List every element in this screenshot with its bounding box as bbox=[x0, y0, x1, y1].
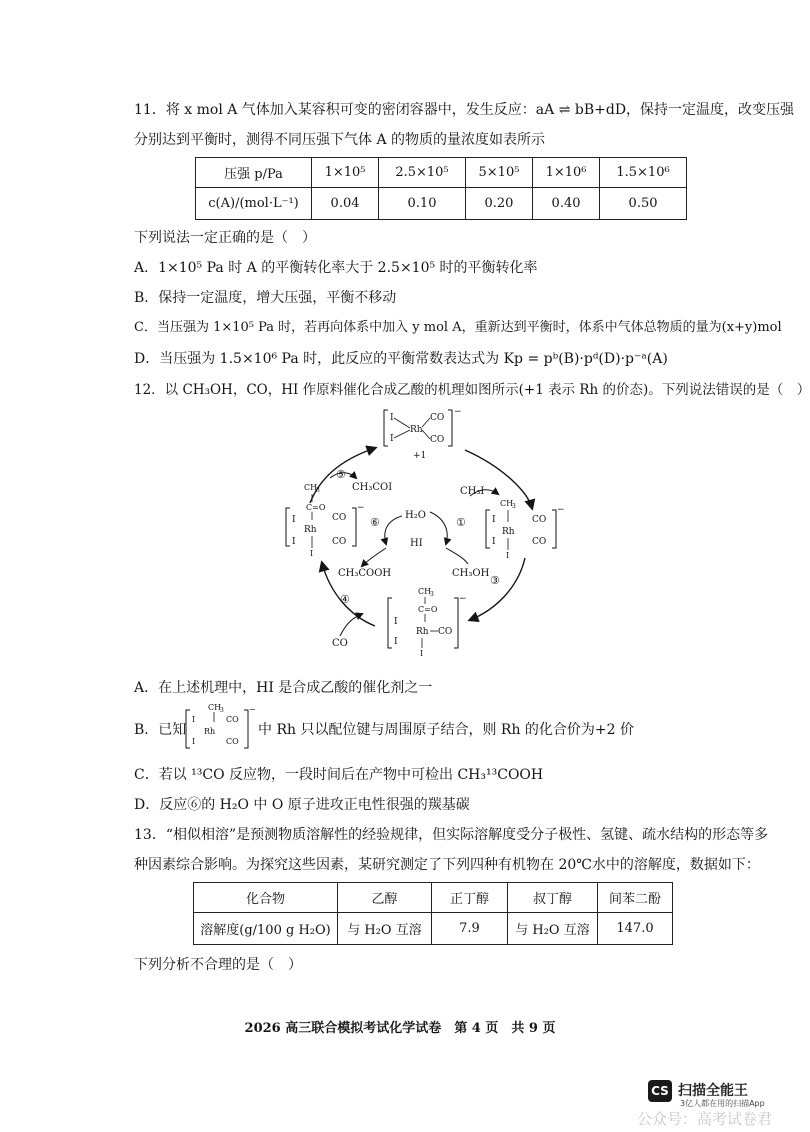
table-cell: 2.5×10⁵ bbox=[379, 158, 466, 188]
table-row bbox=[194, 883, 673, 913]
rh-complex-inline-b bbox=[184, 700, 254, 754]
arrow-to-ch3cooh bbox=[362, 548, 386, 566]
svg-text:CO: CO bbox=[532, 515, 547, 525]
rh-complex-bottom bbox=[388, 587, 467, 658]
table-row bbox=[196, 158, 687, 188]
table-cell: 叔丁醇 bbox=[508, 883, 598, 913]
svg-text:−: − bbox=[557, 505, 565, 515]
svg-text:I: I bbox=[310, 549, 314, 558]
svg-text:Rh: Rh bbox=[304, 525, 317, 535]
svg-text:CO: CO bbox=[532, 537, 547, 547]
svg-text:CH: CH bbox=[304, 483, 318, 492]
species-co: CO bbox=[332, 638, 348, 649]
rh-complex-left bbox=[286, 483, 365, 558]
species-ch3i: CH₃I bbox=[460, 486, 485, 497]
step-3-label: ③ bbox=[490, 574, 500, 587]
rh-complex-right bbox=[486, 499, 565, 560]
svg-text:−: − bbox=[454, 407, 462, 417]
svg-text:I: I bbox=[390, 434, 394, 444]
svg-text:CH: CH bbox=[500, 499, 514, 508]
camscanner-logo: CS bbox=[648, 1080, 672, 1102]
svg-text:C=O: C=O bbox=[306, 503, 326, 512]
table-cell: 溶解度(g/100 g H₂O) bbox=[194, 913, 338, 945]
q12-option-c: C．若以 ¹³CO 反应物，一段时间后在产物中可检出 CH₃¹³COOH bbox=[134, 767, 544, 783]
table-cell: 乙醇 bbox=[338, 883, 432, 913]
svg-text:I: I bbox=[390, 413, 394, 423]
arrow-from-ch3oh bbox=[446, 548, 468, 564]
q12-option-d: D．反应⑥的 H₂O 中 O 原子进攻正电性很强的羰基碳 bbox=[134, 797, 470, 813]
table-cell: 147.0 bbox=[598, 913, 673, 945]
svg-text:I: I bbox=[420, 649, 424, 658]
svg-text:CO: CO bbox=[332, 537, 347, 547]
svg-text:CH: CH bbox=[418, 587, 432, 596]
table-cell: 1.5×10⁶ bbox=[600, 158, 687, 188]
species-hi: HI bbox=[410, 538, 423, 549]
svg-text:I: I bbox=[394, 637, 398, 647]
table-cell: 0.50 bbox=[600, 188, 687, 220]
q11-option-c: C．当压强为 1×10⁵ Pa 时，若再向体系中加入 y mol A，重新达到平衡时，体系中气体总物质的量为(x+y)mol bbox=[134, 320, 782, 335]
q11-line2: 分别达到平衡时，测得不同压强下气体 A 的物质的量浓度如表所示 bbox=[134, 132, 546, 148]
table-cell: 化合物 bbox=[194, 883, 338, 913]
catalytic-cycle-diagram bbox=[270, 398, 565, 668]
species-ch3coi: CH₃COI bbox=[352, 482, 393, 493]
svg-text:Rh: Rh bbox=[204, 727, 216, 736]
oxidation-state-label: +1 bbox=[413, 451, 427, 461]
table-cell: 间苯二酚 bbox=[598, 883, 673, 913]
species-h2o: H₂O bbox=[405, 510, 426, 521]
svg-text:CO: CO bbox=[332, 513, 347, 523]
table-cell: 与 H₂O 互溶 bbox=[338, 913, 432, 945]
svg-text:CO: CO bbox=[438, 627, 453, 637]
svg-text:3: 3 bbox=[220, 707, 224, 714]
svg-text:−: − bbox=[249, 705, 256, 714]
step-6-label: ⑥ bbox=[370, 516, 380, 529]
q11-option-a: A．1×10⁵ Pa 时 A 的平衡转化率大于 2.5×10⁵ 时的平衡转化率 bbox=[134, 260, 538, 276]
svg-text:Rh: Rh bbox=[502, 527, 515, 537]
table-cell: 1×10⁵ bbox=[312, 158, 379, 188]
q11-option-b: B．保持一定温度，增大压强，平衡不移动 bbox=[134, 290, 397, 306]
svg-text:I: I bbox=[192, 715, 196, 724]
svg-text:I: I bbox=[394, 617, 398, 627]
q13-stem: 下列分析不合理的是（ ） bbox=[134, 957, 302, 973]
svg-text:I: I bbox=[292, 537, 296, 547]
svg-text:−: − bbox=[459, 594, 467, 604]
svg-text:−: − bbox=[357, 503, 365, 513]
q12-option-b-suffix: 中 Rh 只以配位键与周围原子结合，则 Rh 的化合价为+2 价 bbox=[258, 722, 635, 738]
cycle-arrow-top-right bbox=[465, 450, 532, 508]
table-cell: 0.20 bbox=[465, 188, 532, 220]
q12-option-a: A．在上述机理中，HI 是合成乙酸的催化剂之一 bbox=[134, 680, 433, 696]
rh-complex-top bbox=[384, 407, 462, 461]
table-cell: 7.9 bbox=[432, 913, 508, 945]
table-cell: 与 H₂O 互溶 bbox=[508, 913, 598, 945]
page-footer: 2026 高三联合模拟考试化学试卷 第 4 页 共 9 页 bbox=[244, 1021, 556, 1036]
svg-text:Rh: Rh bbox=[416, 627, 429, 637]
q11-pressure-table bbox=[195, 157, 687, 220]
svg-text:I: I bbox=[492, 537, 496, 547]
watermark: 公众号：高考试卷君 bbox=[636, 1110, 772, 1128]
table-cell: 正丁醇 bbox=[432, 883, 508, 913]
table-cell: 0.40 bbox=[533, 188, 600, 220]
q13-line1: 13．“相似相溶”是预测物质溶解性的经验规律，但实际溶解度受分子极性、氢键、疏水结构的形态等多 bbox=[134, 827, 769, 843]
table-cell: 压强 p/Pa bbox=[196, 158, 312, 188]
svg-text:CO: CO bbox=[430, 435, 445, 445]
svg-text:I: I bbox=[506, 551, 510, 560]
svg-text:I: I bbox=[192, 737, 196, 746]
arrow-hi-right bbox=[430, 512, 447, 544]
table-row bbox=[196, 188, 687, 220]
svg-text:C=O: C=O bbox=[418, 605, 438, 614]
table-cell: 1×10⁶ bbox=[533, 158, 600, 188]
scanner-app-name: 扫描全能王 bbox=[678, 1083, 748, 1099]
svg-text:CH: CH bbox=[208, 703, 222, 712]
table-cell: 5×10⁵ bbox=[465, 158, 532, 188]
svg-text:3: 3 bbox=[512, 503, 516, 510]
scanner-badge bbox=[648, 1078, 778, 1106]
q12-option-b-prefix: B．已知 bbox=[134, 722, 187, 738]
step-1-label: ① bbox=[456, 516, 466, 529]
svg-text:I: I bbox=[292, 515, 296, 525]
table-cell: c(A)/(mol·L⁻¹) bbox=[196, 188, 312, 220]
q11-line1: 11．将 x mol A 气体加入某容积可变的密闭容器中，发生反应：aA ⇌ bB+dD，保持一定温度，改变压强 bbox=[134, 102, 795, 118]
svg-text:I: I bbox=[492, 515, 496, 525]
table-cell: 0.04 bbox=[312, 188, 379, 220]
svg-text:CO: CO bbox=[430, 413, 445, 423]
q12-line1: 12．以 CH₃OH，CO，HI 作原料催化合成乙酸的机理如图所示(+1 表示 Rh 的价态)。下列说法错误的是（ ） bbox=[134, 382, 810, 398]
svg-text:Rh: Rh bbox=[410, 425, 423, 435]
svg-text:CO: CO bbox=[226, 715, 239, 724]
q13-line2: 种因素综合影响。为探究这些因素，某研究测定了下列四种有机物在 20℃水中的溶解度，数据如下： bbox=[134, 857, 760, 873]
arrow-h2o bbox=[385, 516, 402, 544]
scanner-tagline: 3亿人都在用的扫描App bbox=[680, 1099, 765, 1108]
step-5-label: ⑤ bbox=[336, 468, 346, 481]
svg-text:3: 3 bbox=[316, 487, 320, 494]
species-ch3oh: CH₃OH bbox=[452, 568, 490, 579]
q11-stem: 下列说法一定正确的是（ ） bbox=[134, 230, 316, 246]
table-cell: 0.10 bbox=[379, 188, 466, 220]
svg-text:CO: CO bbox=[226, 737, 239, 746]
species-ch3cooh: CH₃COOH bbox=[338, 568, 392, 579]
q13-solubility-table bbox=[193, 882, 673, 945]
step-4-label: ④ bbox=[340, 593, 350, 606]
svg-text:3: 3 bbox=[430, 591, 434, 598]
table-row bbox=[194, 913, 673, 945]
q11-option-d: D．当压强为 1.5×10⁶ Pa 时，此反应的平衡常数表达式为 Kp = pᵇ(B)·pᵈ(D)·p⁻ᵃ(A) bbox=[134, 351, 668, 367]
